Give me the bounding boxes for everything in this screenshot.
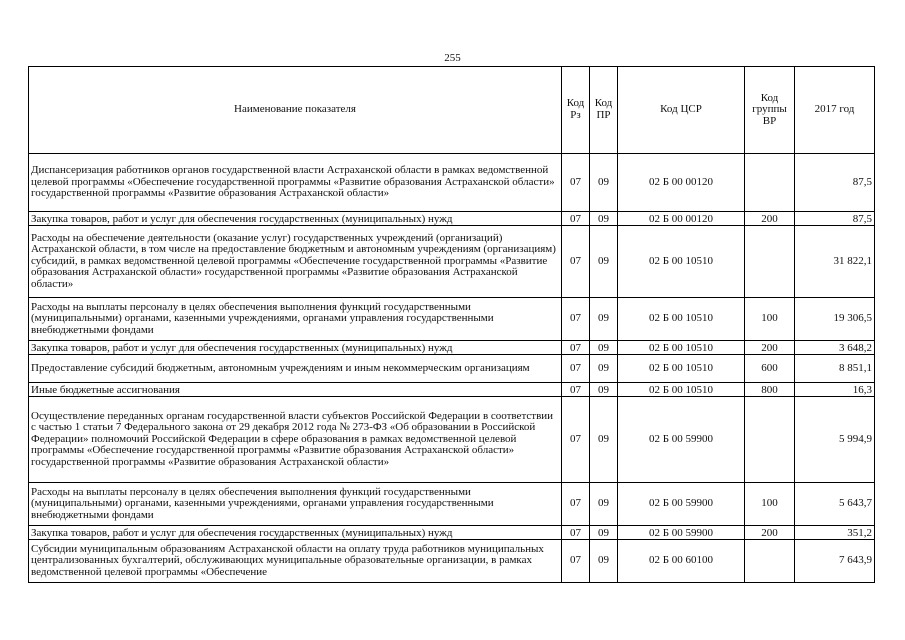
cell-amount: 87,5 xyxy=(795,154,875,212)
header-pr: Код ПР xyxy=(590,67,618,154)
cell-pr: 09 xyxy=(590,483,618,526)
cell-amount: 87,5 xyxy=(795,212,875,226)
cell-rz: 07 xyxy=(562,341,590,355)
cell-pr: 09 xyxy=(590,154,618,212)
table-row xyxy=(29,483,875,526)
cell-vr xyxy=(745,154,795,212)
cell-amount: 351,2 xyxy=(795,526,875,540)
cell-pr: 09 xyxy=(590,383,618,397)
cell-rz: 07 xyxy=(562,226,590,298)
cell-name: Закупка товаров, работ и услуг для обеспечения государственных (муниципальных) нужд xyxy=(29,526,562,540)
cell-csr: 02 Б 00 10510 xyxy=(618,341,745,355)
cell-name: Субсидии муниципальным образованиям Астраханской области на оплату труда работников муниципальных централизованных бухгалтерий, обслуживающих муниципальные образовательные организации, в рамках ведомственной целевой программы «Обеспечение xyxy=(29,540,562,583)
table-row xyxy=(29,298,875,341)
table-row xyxy=(29,355,875,383)
budget-table xyxy=(28,66,875,583)
cell-name: Иные бюджетные ассигнования xyxy=(29,383,562,397)
cell-name: Закупка товаров, работ и услуг для обеспечения государственных (муниципальных) нужд xyxy=(29,341,562,355)
cell-pr: 09 xyxy=(590,540,618,583)
cell-pr: 09 xyxy=(590,298,618,341)
cell-amount: 3 648,2 xyxy=(795,341,875,355)
cell-name: Осуществление переданных органам государственной власти субъектов Российской Федерации в соответствии с частью 1 статьи 7 Федерального закона от 29 декабря 2012 года № 273-ФЗ «Об образовании в Российской Федерации» полномочий Российской Федерации в сфере образования в рамках ведомственной целевой программы «Обеспечение государственной программы «Развитие образования Астраханской области» государственной программы «Развитие образования Астраханской области» xyxy=(29,397,562,483)
cell-vr: 600 xyxy=(745,355,795,383)
page-number: 255 xyxy=(444,52,461,64)
cell-rz: 07 xyxy=(562,355,590,383)
cell-vr xyxy=(745,226,795,298)
cell-csr: 02 Б 00 10510 xyxy=(618,383,745,397)
cell-rz: 07 xyxy=(562,540,590,583)
cell-csr: 02 Б 00 00120 xyxy=(618,212,745,226)
cell-pr: 09 xyxy=(590,397,618,483)
header-name: Наименование показателя xyxy=(29,67,562,154)
cell-rz: 07 xyxy=(562,397,590,483)
header-year: 2017 год xyxy=(795,67,875,154)
cell-csr: 02 Б 00 00120 xyxy=(618,154,745,212)
table-row xyxy=(29,154,875,212)
cell-rz: 07 xyxy=(562,483,590,526)
cell-amount: 19 306,5 xyxy=(795,298,875,341)
table-header-row xyxy=(29,67,875,154)
cell-amount: 8 851,1 xyxy=(795,355,875,383)
cell-name: Расходы на выплаты персоналу в целях обеспечения выполнения функций государственными (муниципальными) органами, казенными учреждениями, органами управления государственными внебюджетными фондами xyxy=(29,298,562,341)
cell-amount: 31 822,1 xyxy=(795,226,875,298)
cell-rz: 07 xyxy=(562,383,590,397)
cell-vr: 200 xyxy=(745,341,795,355)
table-row xyxy=(29,212,875,226)
cell-vr: 100 xyxy=(745,298,795,341)
header-csr: Код ЦСР xyxy=(618,67,745,154)
cell-pr: 09 xyxy=(590,526,618,540)
cell-name: Расходы на выплаты персоналу в целях обеспечения выполнения функций государственными (муниципальными) органами, казенными учреждениями, органами управления государственными внебюджетными фондами xyxy=(29,483,562,526)
cell-csr: 02 Б 00 59900 xyxy=(618,483,745,526)
cell-csr: 02 Б 00 60100 xyxy=(618,540,745,583)
cell-csr: 02 Б 00 10510 xyxy=(618,355,745,383)
cell-vr: 800 xyxy=(745,383,795,397)
cell-amount: 5 994,9 xyxy=(795,397,875,483)
table-row xyxy=(29,526,875,540)
cell-pr: 09 xyxy=(590,341,618,355)
cell-rz: 07 xyxy=(562,526,590,540)
cell-csr: 02 Б 00 10510 xyxy=(618,298,745,341)
cell-vr: 200 xyxy=(745,212,795,226)
cell-amount: 7 643,9 xyxy=(795,540,875,583)
cell-amount: 16,3 xyxy=(795,383,875,397)
cell-csr: 02 Б 00 59900 xyxy=(618,397,745,483)
cell-rz: 07 xyxy=(562,212,590,226)
cell-vr xyxy=(745,397,795,483)
header-vr: Код группы ВР xyxy=(745,67,795,154)
table-row xyxy=(29,397,875,483)
table-row xyxy=(29,341,875,355)
cell-name: Закупка товаров, работ и услуг для обеспечения государственных (муниципальных) нужд xyxy=(29,212,562,226)
cell-name: Расходы на обеспечение деятельности (оказание услуг) государственных учреждений (организаций) Астраханской области, в том числе на предоставление бюджетным и автономным учреждениям (организациям) субсидий, в рамках ведомственной целевой программы «Обеспечение государственной программы «Развитие образования Астраханской области» государственной программы «Развитие образования Астраханской области» xyxy=(29,226,562,298)
table-row xyxy=(29,383,875,397)
cell-pr: 09 xyxy=(590,226,618,298)
cell-rz: 07 xyxy=(562,154,590,212)
cell-amount: 5 643,7 xyxy=(795,483,875,526)
cell-name: Предоставление субсидий бюджетным, автономным учреждениям и иным некоммерческим организациям xyxy=(29,355,562,383)
cell-csr: 02 Б 00 59900 xyxy=(618,526,745,540)
cell-pr: 09 xyxy=(590,355,618,383)
header-rz: Код Рз xyxy=(562,67,590,154)
cell-rz: 07 xyxy=(562,298,590,341)
cell-csr: 02 Б 00 10510 xyxy=(618,226,745,298)
table-row xyxy=(29,226,875,298)
cell-vr xyxy=(745,540,795,583)
cell-vr: 200 xyxy=(745,526,795,540)
cell-pr: 09 xyxy=(590,212,618,226)
table-body xyxy=(29,154,875,583)
table-row xyxy=(29,540,875,583)
cell-vr: 100 xyxy=(745,483,795,526)
cell-name: Диспансеризация работников органов государственной власти Астраханской области в рамках ведомственной целевой программы «Обеспечение государственной программы «Развитие образования Астраханской области» государственной программы «Развитие образования Астраханской области» xyxy=(29,154,562,212)
